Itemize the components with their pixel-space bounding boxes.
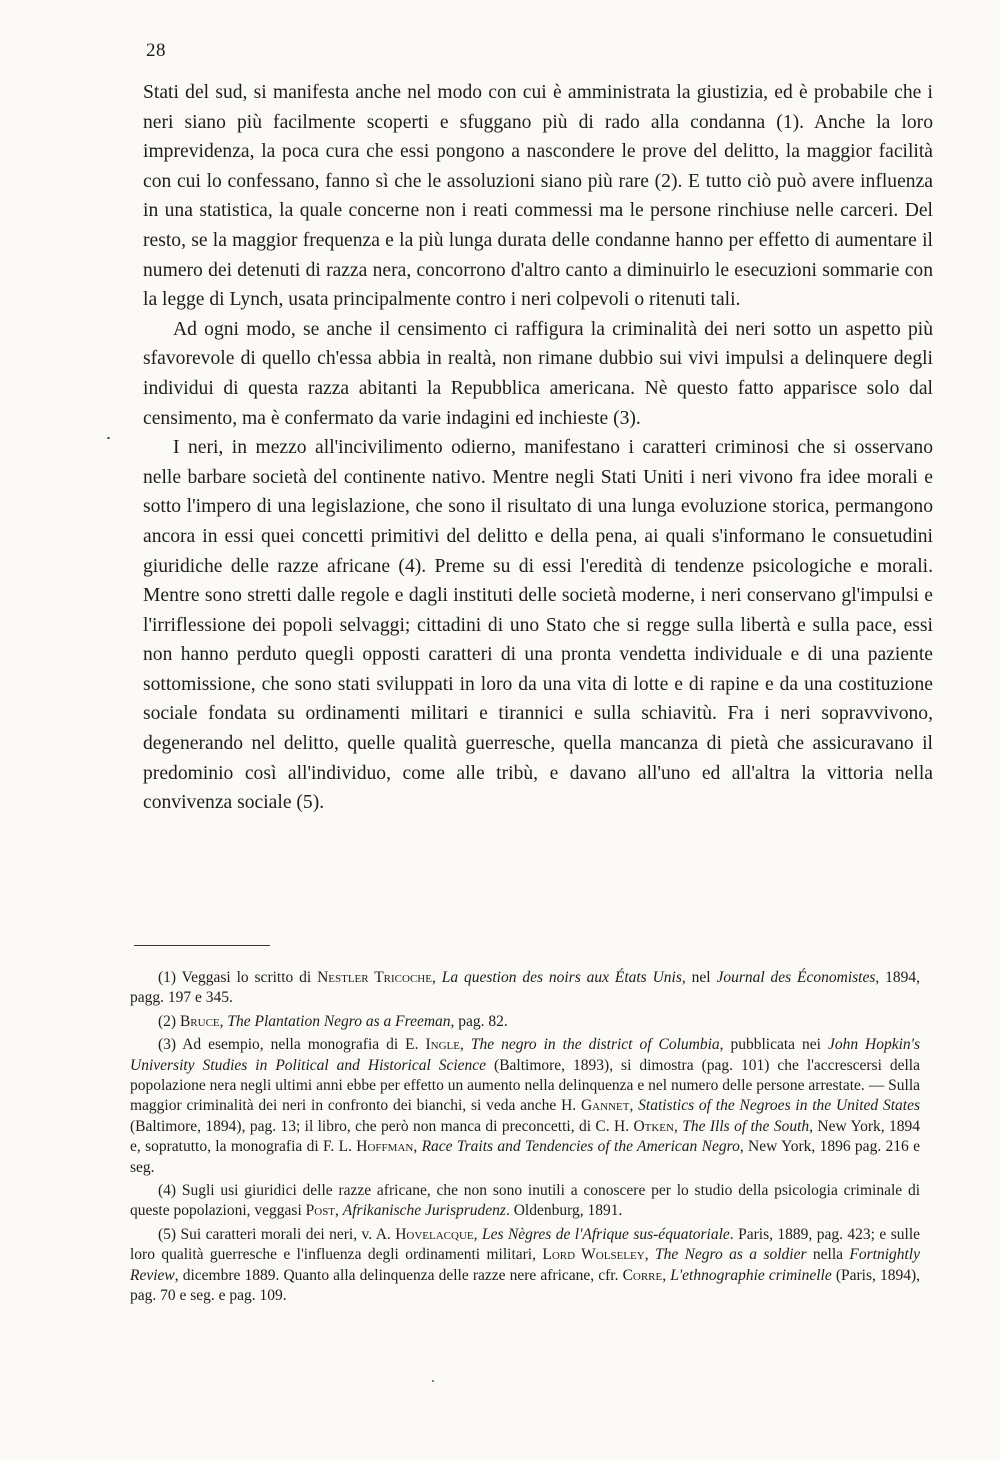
footnote-title: The Plantation Negro as a Freeman — [227, 1012, 451, 1030]
paragraph-2: Ad ogni modo, se anche il censimento ci raffigura la criminalità dei neri sotto un aspetto più sfavorevole di quello ch'essa abbia in realtà, non rimane dubbio sui vivi impulsi a delinquere degli individui di questa razza abitanti la Repubblica americana. Nè questo fatto apparisce solo dal censimento, ma è confermato da varie indagini ed inchieste (3). — [143, 318, 933, 429]
footnote-title: Race Traits and Tendencies of the American Negro — [421, 1138, 740, 1156]
footnote-author: Otken — [633, 1117, 674, 1135]
footnote-2: (2) Bruce, The Plantation Negro as a Freeman, pag. 82. — [158, 1012, 508, 1030]
footnote-title: John Hopkin's University Studies in Political and Historical Science — [130, 1036, 921, 1074]
paragraph-3: I neri, in mezzo all'incivilimento odierno, manifestano i caratteri criminosi che si osservano nelle barbare società del continente nativo. Mentre negli Stati Uniti i neri vivono fra idee morali e sotto l'impero di una legislazione, che sono il risultato di una lunga evoluzione storica, permangono ancora in essi quei concetti primitivi del delitto e della pena, ai quali s'informano le consuetudini giuridiche delle razze africane (4). Preme su di essi l'eredità di tendenze psicologiche e morali. Mentre sono stretti dalle regole e dagli instituti delle società moderne, i neri conservano gl'impulsi e l'irriflessione dei popoli selvaggi; cittadini di uno Stato che si regge sulla libertà e sulla pace, essi non hanno perduto quegli opposti caratteri di una pronta vendetta individuale e di una paziente sottomissione, che sono stati sviluppati in loro da una vita di lotte e di rapine e da una costituzione sociale fondata su ordinamenti militari e tirannici e sulla schiavitù. Fra i neri sopravvivono, degenerando nel delitto, quelle qualità guerresche, quella mancanza di pietà che assicuravano il predominio così all'individuo, come alle tribù, e davano all'uno ed all'altra la vittoria nella convivenza sociale (5). — [143, 437, 933, 814]
footnote-title: La question des noirs aux États Unis — [441, 969, 682, 986]
footnote-journal: Fortnightly Review — [130, 1246, 920, 1284]
footnote-title: L'ethnographie criminelle — [670, 1266, 832, 1284]
footnote-author: Hoffman — [356, 1138, 414, 1156]
footnote-author: Hovelacque — [395, 1225, 474, 1243]
footnote-title: Les Nègres de l'Afrique sus-équatoriale — [481, 1225, 730, 1243]
footnote-journal: Journal des Économistes — [716, 969, 876, 986]
footnote-4: (4) Sugli usi giuridici delle razze africane, che non sono inutili a conoscere per lo studio della psicologia criminale di queste popolazioni, veggasi Post, Afrikanische Jurisprudenz. Oldenburg, 1891. — [130, 1182, 920, 1220]
footnote-5: (5) Sui caratteri morali dei neri, v. A. Hovelacque, Les Nègres de l'Afrique sus-équatoriale. Paris, 1889, pag. 423; e sulle loro qualità guerresche e l'influenza degli ordinamenti militari, Lord Wolseley, The Negro as a soldier nella Fortnightly Review, dicembre 1889. Quanto alla delinquenza delle razze nere africane, cfr. Corre, L'ethnographie criminelle (Paris, 1894), pag. 70 e seg. e pag. 109. — [130, 1225, 921, 1305]
footnote-title: The Negro as a soldier — [654, 1246, 807, 1264]
footnote-author: Gannet — [580, 1097, 630, 1115]
footnote-title: Statistics of the Negroes in the United States — [638, 1097, 920, 1115]
paper-speck — [107, 437, 110, 439]
paper-speck — [432, 1380, 434, 1382]
footnote-author: Nestler Tricoche — [317, 969, 432, 986]
footnote-1: (1) Veggasi lo scritto di Nestler Tricoche, La question des noirs aux États Unis, nel Journal des Économistes, 1894, pagg. 197 e 345. — [130, 969, 921, 1007]
footnote-title: The Ills of the South — [682, 1117, 810, 1135]
footnote-title: The negro in the district of Columbia — [470, 1036, 720, 1054]
footnotes — [130, 968, 920, 1310]
footnote-author: Post — [305, 1202, 336, 1220]
footnote-author: Lord Wolseley — [542, 1246, 645, 1264]
footnote-author: Corre — [622, 1266, 663, 1284]
footnote-3: (3) Ad esempio, nella monografia di E. Ingle, The negro in the district of Columbia, pubblicata nei John Hopkin's University Studies in Political and Historical Science (Baltimore, 1893), si dimostra (pag. 101) che l'accrescersi della popolazione nera negli ultimi anni ebbe per effetto un aumento nella delinquenza e nel numero delle persone arrestate. — Sulla maggior criminalità dei neri in confronto dei bianchi, si veda anche H. Gannet, Statistics of the Negroes in the United States (Baltimore, 1894), pag. 13; il libro, che però non manca di preconcetti, di C. H. Otken, The Ills of the South, New York, 1894 e, sopratutto, la monografia di F. L. Hoffman, Race Traits and Tendencies of the American Negro, New York, 1896 pag. 216 e seg. — [130, 1036, 921, 1176]
paragraph-1: Stati del sud, si manifesta anche nel modo con cui è amministrata la giustizia, ed è probabile che i neri siano più facilmente scoperti e sfuggano più di rado alla condanna (1). Anche la loro imprevidenza, la poca cura che essi pongono a nascondere le prove del delitto, la maggior facilità con cui lo confessano, fanno sì che le assoluzioni siano più rare (2). E tutto ciò può avere influenza in una statistica, la quale concerne non i reati commessi ma le persone rinchiuse nelle carceri. Del resto, se la maggior frequenza e la più lunga durata delle condanne hanno per effetto di aumentare il numero dei detenuti di razza nera, concorrono d'altro canto a diminuirlo le esecuzioni sommarie con la legge di Lynch, usata principalmente contro i neri colpevoli o ritenuti tali. — [143, 82, 933, 311]
footnote-title: Afrikanische Jurisprudenz — [342, 1202, 506, 1220]
page-number: 28 — [146, 40, 166, 61]
footnote-author: Ingle — [425, 1036, 460, 1054]
body-text — [143, 78, 933, 818]
footnote-author: Bruce — [179, 1012, 220, 1030]
footnote-separator — [134, 945, 270, 946]
